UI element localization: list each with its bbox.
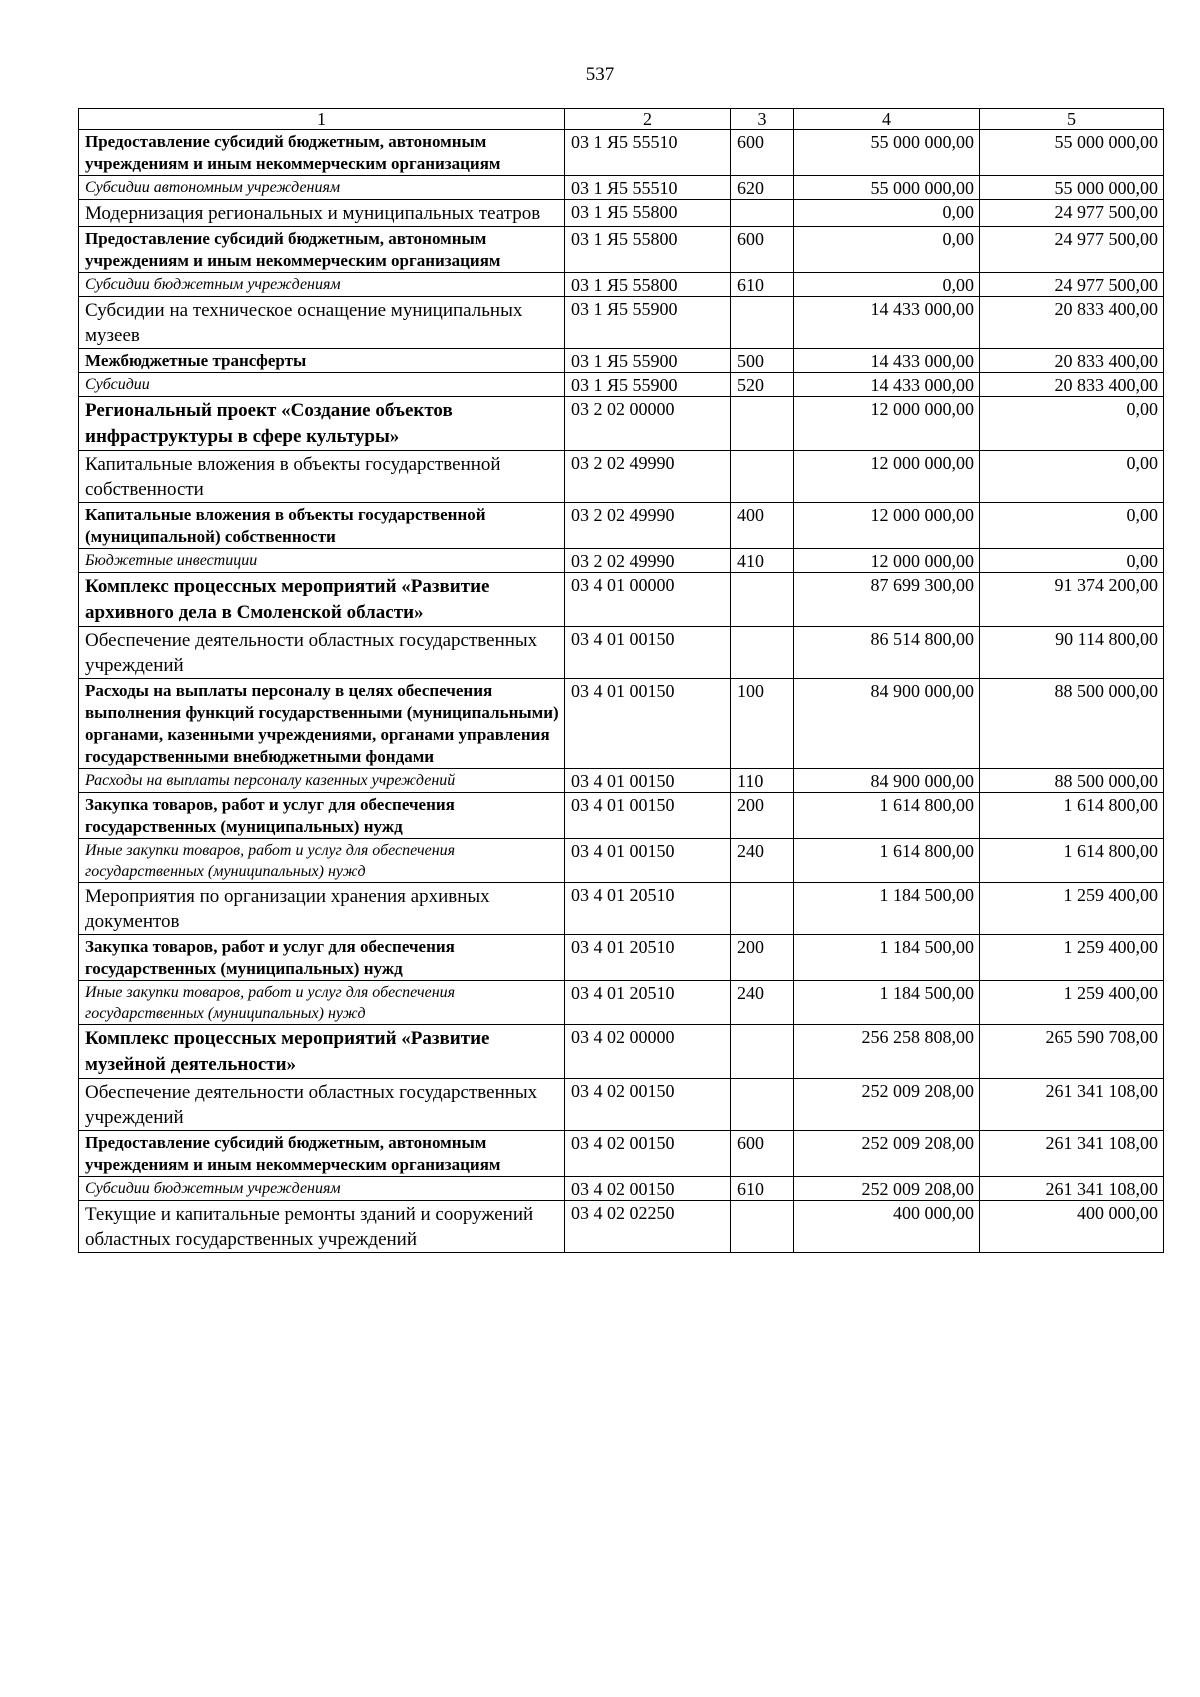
row-expense-type-cell: 240 <box>731 981 794 1025</box>
table-row <box>79 1025 1164 1079</box>
row-expense-type-cell: 200 <box>731 935 794 981</box>
row-name-cell: Субсидии на техническое оснащение муниципальных музеев <box>79 297 565 349</box>
header-col-3: 3 <box>731 109 794 130</box>
row-expense-type-cell <box>731 883 794 935</box>
row-name-cell: Мероприятия по организации хранения архивных документов <box>79 883 565 935</box>
row-expense-type-cell: 240 <box>731 839 794 883</box>
row-name-cell: Предоставление субсидий бюджетным, автономным учреждениям и иным некоммерческим организациям <box>79 1131 565 1177</box>
row-name-cell: Расходы на выплаты персоналу казенных учреждений <box>79 769 565 793</box>
row-name-cell: Иные закупки товаров, работ и услуг для обеспечения государственных (муниципальных) нужд <box>79 839 565 883</box>
table-row <box>79 627 1164 679</box>
row-name-cell: Предоставление субсидий бюджетным, автономным учреждениям и иным некоммерческим организациям <box>79 227 565 273</box>
row-name-cell: Модернизация региональных и муниципальных театров <box>79 200 565 227</box>
row-name-cell: Закупка товаров, работ и услуг для обеспечения государственных (муниципальных) нужд <box>79 935 565 981</box>
row-expense-type-cell: 610 <box>731 1177 794 1201</box>
row-amount-year2-cell: 0,00 <box>980 451 1164 503</box>
row-code-cell: 03 2 02 00000 <box>565 397 731 451</box>
table-row <box>79 883 1164 935</box>
row-expense-type-cell: 400 <box>731 503 794 549</box>
row-code-cell: 03 4 02 00150 <box>565 1079 731 1131</box>
row-code-cell: 03 4 02 00150 <box>565 1131 731 1177</box>
row-code-cell: 03 4 01 00150 <box>565 839 731 883</box>
row-expense-type-cell: 600 <box>731 130 794 176</box>
row-expense-type-cell: 200 <box>731 793 794 839</box>
row-code-cell: 03 1 Я5 55800 <box>565 227 731 273</box>
row-amount-year2-cell: 88 500 000,00 <box>980 679 1164 769</box>
row-amount-year2-cell: 24 977 500,00 <box>980 227 1164 273</box>
row-name-cell: Региональный проект «Создание объектов инфраструктуры в сфере культуры» <box>79 397 565 451</box>
table-row <box>79 373 1164 397</box>
row-amount-year1-cell: 0,00 <box>794 227 980 273</box>
row-expense-type-cell <box>731 200 794 227</box>
row-amount-year1-cell: 1 614 800,00 <box>794 839 980 883</box>
row-code-cell: 03 1 Я5 55900 <box>565 297 731 349</box>
row-amount-year1-cell: 256 258 808,00 <box>794 1025 980 1079</box>
row-amount-year2-cell: 88 500 000,00 <box>980 769 1164 793</box>
row-code-cell: 03 4 01 20510 <box>565 935 731 981</box>
row-amount-year1-cell: 252 009 208,00 <box>794 1131 980 1177</box>
row-name-cell: Субсидии бюджетным учреждениям <box>79 273 565 297</box>
row-amount-year2-cell: 1 259 400,00 <box>980 883 1164 935</box>
row-amount-year2-cell: 20 833 400,00 <box>980 373 1164 397</box>
row-amount-year1-cell: 12 000 000,00 <box>794 503 980 549</box>
row-expense-type-cell <box>731 627 794 679</box>
row-code-cell: 03 4 01 00150 <box>565 679 731 769</box>
row-code-cell: 03 4 02 00150 <box>565 1177 731 1201</box>
table-row <box>79 981 1164 1025</box>
budget-table <box>78 108 1164 1253</box>
row-name-cell: Капитальные вложения в объекты государственной собственности <box>79 451 565 503</box>
row-amount-year1-cell: 1 184 500,00 <box>794 981 980 1025</box>
row-amount-year2-cell: 261 341 108,00 <box>980 1079 1164 1131</box>
row-expense-type-cell <box>731 451 794 503</box>
row-amount-year2-cell: 24 977 500,00 <box>980 200 1164 227</box>
table-row <box>79 769 1164 793</box>
row-expense-type-cell: 600 <box>731 227 794 273</box>
table-row <box>79 130 1164 176</box>
row-name-cell: Расходы на выплаты персоналу в целях обеспечения выполнения функций государственными (муниципальными) органами, казенными учреждениями, органами управления государственными внебюджетными фондами <box>79 679 565 769</box>
row-expense-type-cell: 500 <box>731 349 794 373</box>
row-amount-year2-cell: 261 341 108,00 <box>980 1131 1164 1177</box>
row-name-cell: Предоставление субсидий бюджетным, автономным учреждениям и иным некоммерческим организациям <box>79 130 565 176</box>
row-amount-year1-cell: 1 184 500,00 <box>794 935 980 981</box>
page-number: 537 <box>585 64 615 85</box>
row-amount-year1-cell: 84 900 000,00 <box>794 769 980 793</box>
row-amount-year1-cell: 14 433 000,00 <box>794 373 980 397</box>
row-amount-year1-cell: 400 000,00 <box>794 1201 980 1253</box>
row-amount-year1-cell: 252 009 208,00 <box>794 1177 980 1201</box>
row-expense-type-cell: 610 <box>731 273 794 297</box>
row-expense-type-cell <box>731 1025 794 1079</box>
row-amount-year2-cell: 1 259 400,00 <box>980 935 1164 981</box>
row-amount-year1-cell: 86 514 800,00 <box>794 627 980 679</box>
row-code-cell: 03 4 01 00150 <box>565 627 731 679</box>
row-name-cell: Комплекс процессных мероприятий «Развитие музейной деятельности» <box>79 1025 565 1079</box>
row-amount-year1-cell: 14 433 000,00 <box>794 349 980 373</box>
row-expense-type-cell: 110 <box>731 769 794 793</box>
table-row <box>79 273 1164 297</box>
row-amount-year1-cell: 0,00 <box>794 200 980 227</box>
row-code-cell: 03 4 01 20510 <box>565 883 731 935</box>
row-code-cell: 03 2 02 49990 <box>565 451 731 503</box>
table-row <box>79 503 1164 549</box>
row-expense-type-cell <box>731 297 794 349</box>
table-row <box>79 573 1164 627</box>
row-amount-year1-cell: 55 000 000,00 <box>794 130 980 176</box>
row-code-cell: 03 1 Я5 55800 <box>565 273 731 297</box>
row-name-cell: Капитальные вложения в объекты государственной (муниципальной) собственности <box>79 503 565 549</box>
row-amount-year1-cell: 55 000 000,00 <box>794 176 980 200</box>
row-code-cell: 03 4 01 00150 <box>565 769 731 793</box>
table-row <box>79 793 1164 839</box>
row-code-cell: 03 1 Я5 55800 <box>565 200 731 227</box>
row-code-cell: 03 2 02 49990 <box>565 503 731 549</box>
table-row <box>79 200 1164 227</box>
table-row <box>79 1177 1164 1201</box>
row-name-cell: Субсидии бюджетным учреждениям <box>79 1177 565 1201</box>
row-amount-year2-cell: 91 374 200,00 <box>980 573 1164 627</box>
row-code-cell: 03 1 Я5 55510 <box>565 176 731 200</box>
row-expense-type-cell <box>731 573 794 627</box>
table-row <box>79 297 1164 349</box>
row-amount-year1-cell: 14 433 000,00 <box>794 297 980 349</box>
header-col-2: 2 <box>565 109 731 130</box>
table-row <box>79 839 1164 883</box>
table-row <box>79 1131 1164 1177</box>
row-expense-type-cell <box>731 397 794 451</box>
row-amount-year2-cell: 1 614 800,00 <box>980 793 1164 839</box>
table-row <box>79 549 1164 573</box>
row-amount-year2-cell: 20 833 400,00 <box>980 349 1164 373</box>
table-body <box>79 130 1164 1253</box>
row-name-cell: Бюджетные инвестиции <box>79 549 565 573</box>
row-name-cell: Межбюджетные трансферты <box>79 349 565 373</box>
row-name-cell: Обеспечение деятельности областных государственных учреждений <box>79 1079 565 1131</box>
table-row <box>79 397 1164 451</box>
row-name-cell: Субсидии автономным учреждениям <box>79 176 565 200</box>
row-amount-year1-cell: 1 184 500,00 <box>794 883 980 935</box>
row-amount-year1-cell: 252 009 208,00 <box>794 1079 980 1131</box>
row-code-cell: 03 4 02 02250 <box>565 1201 731 1253</box>
row-name-cell: Субсидии <box>79 373 565 397</box>
table-row <box>79 451 1164 503</box>
row-code-cell: 03 4 01 00000 <box>565 573 731 627</box>
row-code-cell: 03 4 01 00150 <box>565 793 731 839</box>
table-row <box>79 935 1164 981</box>
row-code-cell: 03 4 01 20510 <box>565 981 731 1025</box>
row-amount-year1-cell: 84 900 000,00 <box>794 679 980 769</box>
row-code-cell: 03 4 02 00000 <box>565 1025 731 1079</box>
row-amount-year2-cell: 261 341 108,00 <box>980 1177 1164 1201</box>
row-name-cell: Закупка товаров, работ и услуг для обеспечения государственных (муниципальных) нужд <box>79 793 565 839</box>
header-col-5: 5 <box>980 109 1164 130</box>
row-amount-year2-cell: 24 977 500,00 <box>980 273 1164 297</box>
row-amount-year1-cell: 0,00 <box>794 273 980 297</box>
row-name-cell: Текущие и капитальные ремонты зданий и сооружений областных государственных учреждений <box>79 1201 565 1253</box>
row-expense-type-cell: 410 <box>731 549 794 573</box>
row-amount-year2-cell: 0,00 <box>980 549 1164 573</box>
row-expense-type-cell: 620 <box>731 176 794 200</box>
row-amount-year2-cell: 265 590 708,00 <box>980 1025 1164 1079</box>
row-expense-type-cell: 100 <box>731 679 794 769</box>
header-col-1: 1 <box>79 109 565 130</box>
row-name-cell: Комплекс процессных мероприятий «Развитие архивного дела в Смоленской области» <box>79 573 565 627</box>
row-amount-year1-cell: 12 000 000,00 <box>794 397 980 451</box>
row-amount-year1-cell: 12 000 000,00 <box>794 549 980 573</box>
row-amount-year1-cell: 87 699 300,00 <box>794 573 980 627</box>
row-amount-year1-cell: 12 000 000,00 <box>794 451 980 503</box>
row-amount-year2-cell: 55 000 000,00 <box>980 176 1164 200</box>
row-amount-year2-cell: 20 833 400,00 <box>980 297 1164 349</box>
table-row <box>79 349 1164 373</box>
row-amount-year2-cell: 400 000,00 <box>980 1201 1164 1253</box>
row-amount-year2-cell: 1 259 400,00 <box>980 981 1164 1025</box>
row-amount-year2-cell: 55 000 000,00 <box>980 130 1164 176</box>
row-amount-year2-cell: 1 614 800,00 <box>980 839 1164 883</box>
row-name-cell: Иные закупки товаров, работ и услуг для обеспечения государственных (муниципальных) нужд <box>79 981 565 1025</box>
row-amount-year2-cell: 90 114 800,00 <box>980 627 1164 679</box>
header-col-4: 4 <box>794 109 980 130</box>
header-row <box>79 109 1164 130</box>
row-code-cell: 03 1 Я5 55900 <box>565 349 731 373</box>
row-expense-type-cell <box>731 1201 794 1253</box>
row-expense-type-cell <box>731 1079 794 1131</box>
row-code-cell: 03 2 02 49990 <box>565 549 731 573</box>
table-row <box>79 1201 1164 1253</box>
row-code-cell: 03 1 Я5 55900 <box>565 373 731 397</box>
table-row <box>79 679 1164 769</box>
table-row <box>79 1079 1164 1131</box>
table-row <box>79 176 1164 200</box>
row-code-cell: 03 1 Я5 55510 <box>565 130 731 176</box>
row-expense-type-cell: 520 <box>731 373 794 397</box>
row-amount-year2-cell: 0,00 <box>980 397 1164 451</box>
row-amount-year2-cell: 0,00 <box>980 503 1164 549</box>
table-row <box>79 227 1164 273</box>
row-amount-year1-cell: 1 614 800,00 <box>794 793 980 839</box>
row-expense-type-cell: 600 <box>731 1131 794 1177</box>
row-name-cell: Обеспечение деятельности областных государственных учреждений <box>79 627 565 679</box>
